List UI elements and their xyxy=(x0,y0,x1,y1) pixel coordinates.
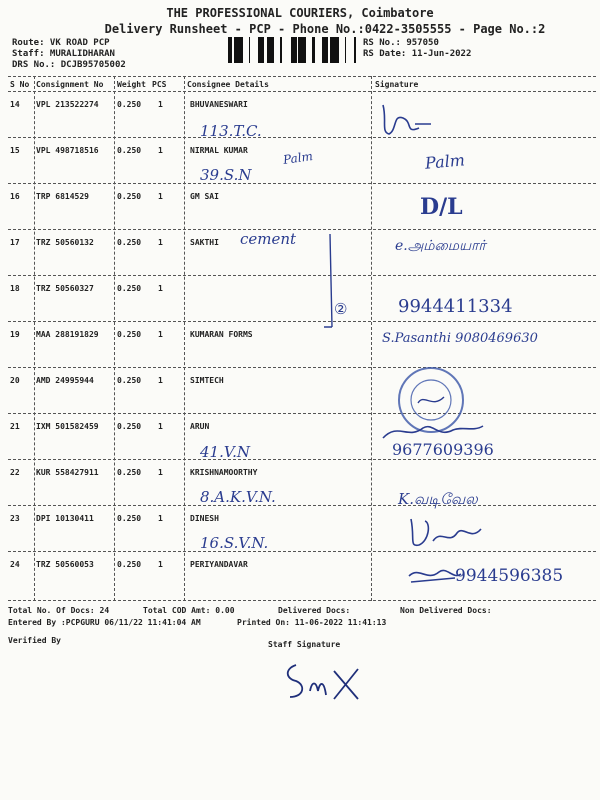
row-consignment-no: IXM 501582459 xyxy=(36,422,99,431)
entered-by: Entered By :PCPGURU 06/11/22 11:41:04 AM xyxy=(8,618,201,627)
row-pcs: 1 xyxy=(158,330,163,339)
row-consignment-no: TRZ 50560327 xyxy=(36,284,94,293)
row-weight: 0.250 xyxy=(117,238,142,247)
row-consignment-no: MAA 288191829 xyxy=(36,330,99,339)
row-consignee: PERIYANDAVAR xyxy=(190,560,248,569)
handwritten-signature: e.அம்மையார் xyxy=(395,238,486,254)
row-weight: 0.250 xyxy=(117,468,142,477)
row-consignee: GM SAI xyxy=(190,192,219,201)
printed-on: Printed On: 11-06-2022 11:41:13 xyxy=(237,618,387,627)
row-weight: 0.250 xyxy=(117,560,142,569)
row-consignee: NIRMAL KUMAR xyxy=(190,146,248,155)
row-pcs: 1 xyxy=(158,376,163,385)
row-consignment-no: TRP 6814529 xyxy=(36,192,89,201)
row-sno: 21 xyxy=(10,422,20,431)
row-divider xyxy=(8,183,596,184)
handwritten-address: 39.S.N xyxy=(200,166,252,184)
brace-mark xyxy=(320,232,350,332)
handwritten-phone: 9944596385 xyxy=(455,566,564,586)
table-header-border xyxy=(8,91,596,92)
handwritten-signature: D/L xyxy=(420,194,463,220)
route-label: Route: VK ROAD PCP xyxy=(12,38,110,48)
row-weight: 0.250 xyxy=(117,514,142,523)
row-consignee: KRISHNAMOORTHY xyxy=(190,468,258,477)
row-divider xyxy=(8,229,596,230)
row-weight: 0.250 xyxy=(117,100,142,109)
row-sno: 22 xyxy=(10,468,20,477)
handwritten-phone: 9944411334 xyxy=(398,296,513,317)
row-sno: 15 xyxy=(10,146,20,155)
column-header-consignee: Consignee Details xyxy=(187,80,269,89)
staff-label: Staff: MURALIDHARAN xyxy=(12,49,115,59)
row-pcs: 1 xyxy=(158,422,163,431)
total-docs: Total No. Of Docs: 24 xyxy=(8,606,110,615)
handwritten-mark: ② xyxy=(334,300,348,318)
delivered-docs: Delivered Docs: xyxy=(278,606,351,615)
row-consignee: ARUN xyxy=(190,422,210,431)
barcode-icon xyxy=(228,37,356,63)
non-delivered-docs: Non Delivered Docs: xyxy=(400,606,492,615)
row-consignment-no: VPL 213522274 xyxy=(36,100,99,109)
row-consignee: SIMTECH xyxy=(190,376,224,385)
rs-date: RS Date: 11-Jun-2022 xyxy=(363,49,472,59)
column-divider xyxy=(34,76,35,601)
row-weight: 0.250 xyxy=(117,422,142,431)
row-sno: 18 xyxy=(10,284,20,293)
row-consignment-no: KUR 558427911 xyxy=(36,468,99,477)
row-sno: 17 xyxy=(10,238,20,247)
row-divider xyxy=(8,413,596,414)
handwritten-address: 16.S.V.N. xyxy=(200,534,269,552)
row-divider xyxy=(8,321,596,322)
row-consignment-no: AMD 24995944 xyxy=(36,376,94,385)
column-divider xyxy=(184,76,185,601)
row-consignee: BHUVANESWARI xyxy=(190,100,248,109)
row-pcs: 1 xyxy=(158,468,163,477)
row-sno: 24 xyxy=(10,560,20,569)
handwritten-signature: S.Pasanthi 9080469630 xyxy=(382,331,538,346)
row-pcs: 1 xyxy=(158,284,163,293)
row-consignee: SAKTHI xyxy=(190,238,219,247)
row-pcs: 1 xyxy=(158,192,163,201)
row-sno: 14 xyxy=(10,100,20,109)
row-consignment-no: TRZ 50560132 xyxy=(36,238,94,247)
row-pcs: 1 xyxy=(158,514,163,523)
total-cod-amount: Total COD Amt: 0.00 xyxy=(143,606,235,615)
staff-signature-scribble xyxy=(278,655,368,705)
row-sno: 16 xyxy=(10,192,20,201)
row-sno: 23 xyxy=(10,514,20,523)
document-subtitle: Delivery Runsheet - PCP - Phone No.:0422-3505555 - Page No.:2 xyxy=(104,22,546,36)
column-header-weight: Weight xyxy=(117,80,146,89)
column-header-signature: Signature xyxy=(375,80,419,89)
row-divider xyxy=(8,275,596,276)
handwritten-signature: Palm xyxy=(424,150,466,173)
row-weight: 0.250 xyxy=(117,146,142,155)
row-weight: 0.250 xyxy=(117,284,142,293)
staff-signature-label: Staff Signature xyxy=(268,640,341,649)
row-pcs: 1 xyxy=(158,560,163,569)
column-header-consignment: Consignment No xyxy=(36,80,104,89)
handwritten-signature: K.வடிவேல xyxy=(398,490,478,508)
row-sno: 19 xyxy=(10,330,20,339)
column-divider xyxy=(371,76,372,601)
row-pcs: 1 xyxy=(158,146,163,155)
row-consignment-no: DPI 10130411 xyxy=(36,514,94,523)
row-consignment-no: TRZ 50560053 xyxy=(36,560,94,569)
row-divider xyxy=(8,367,596,368)
column-divider xyxy=(114,76,115,601)
row-divider xyxy=(8,505,596,506)
handwritten-note: cement xyxy=(240,230,297,248)
row-consignee: DINESH xyxy=(190,514,219,523)
handwritten-address: 41.V.N xyxy=(200,443,250,461)
handwritten-phone: 9677609396 xyxy=(392,440,494,459)
row-weight: 0.250 xyxy=(117,376,142,385)
row-weight: 0.250 xyxy=(117,192,142,201)
handwritten-address: 8.A.K.V.N. xyxy=(200,488,276,506)
table-top-border xyxy=(8,76,596,77)
column-header-sno: S No xyxy=(10,80,30,89)
row-pcs: 1 xyxy=(158,238,163,247)
row-divider xyxy=(8,137,596,138)
row-consignment-no: VPL 498718516 xyxy=(36,146,99,155)
rs-number: RS No.: 957050 xyxy=(363,38,439,48)
verified-by-label: Verified By xyxy=(8,636,61,645)
handwritten-signature: Palm xyxy=(282,148,314,168)
signature-scribble xyxy=(405,515,485,551)
signature-scribble xyxy=(375,100,435,140)
document-title: THE PROFESSIONAL COURIERS, Coimbatore xyxy=(166,6,434,20)
handwritten-address: 113.T.C. xyxy=(200,122,262,140)
row-divider xyxy=(8,551,596,552)
row-sno: 20 xyxy=(10,376,20,385)
drs-number: DRS No.: DCJB95705002 xyxy=(12,60,126,70)
row-divider xyxy=(8,459,596,460)
column-header-pcs: PCS xyxy=(152,80,167,89)
row-weight: 0.250 xyxy=(117,330,142,339)
row-consignee: KUMARAN FORMS xyxy=(190,330,253,339)
row-pcs: 1 xyxy=(158,100,163,109)
table-bottom-border xyxy=(8,600,596,601)
